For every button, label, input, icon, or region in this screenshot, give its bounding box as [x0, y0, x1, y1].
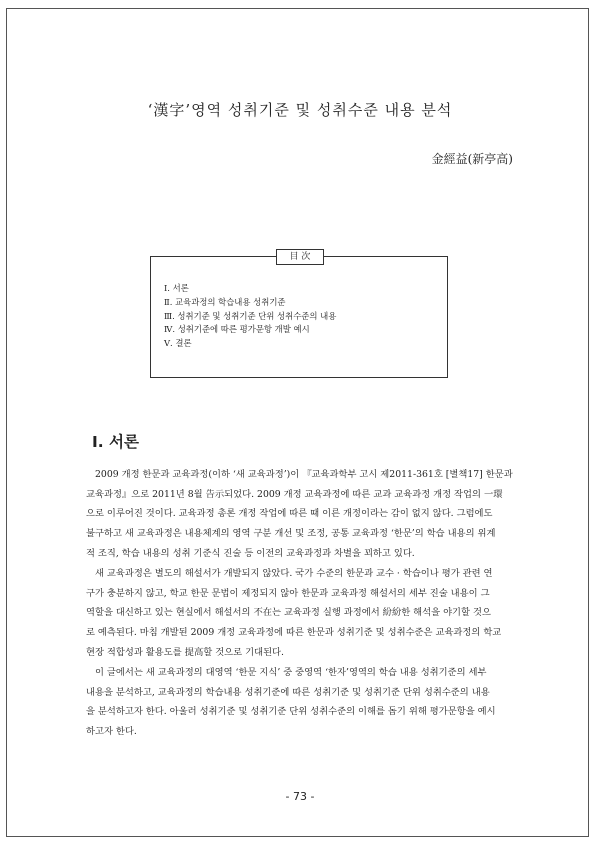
body-paragraph-2 — [86, 564, 516, 663]
paragraph-line: 을 분석하고자 한다. 아울러 성취기준 및 성취기준 단위 성취수준의 이해를 돕기 위해 평가문항을 예시 — [86, 706, 496, 718]
paragraph-line: 새 교육과정은 별도의 해설서가 개발되지 않았다. 국가 수준의 한문과 교수 · 학습이나 평가 관련 연 — [95, 568, 493, 579]
paragraph-line: 역할을 대신하고 있는 현실에서 해설서의 不在는 교육과정 실행 과정에서 紛紛한 해석을 야기할 것으 — [86, 607, 491, 619]
body-paragraph-1 — [86, 465, 516, 564]
body-paragraph-3 — [86, 663, 516, 742]
page-number: - 73 - — [285, 790, 315, 803]
paragraph-line: 이 글에서는 새 교육과정의 대영역 ‘한문 지식’ 중 중영역 ‘한자’영역의 학습 내용 성취기준의 세부 — [95, 667, 487, 678]
toc-item: Ⅰ. 서론 — [164, 283, 189, 293]
toc-item: Ⅴ. 결론 — [164, 338, 192, 349]
paragraph-line: 불구하고 새 교육과정은 내용체계의 영역 구분 개선 및 조정, 공통 교육과정 ‘한문’의 학습 내용의 위계 — [86, 528, 496, 540]
toc-heading: 目 次 — [276, 249, 324, 265]
toc-item: Ⅱ. 교육과정의 학습내용 성취기준 — [164, 296, 286, 307]
table-of-contents — [150, 252, 448, 378]
toc-list — [164, 282, 336, 351]
toc-item: Ⅲ. 성취기준 및 성취기준 단위 성취수준의 내용 — [164, 310, 337, 321]
paper-title: ‘漢字’영역 성취기준 및 성취수준 내용 분석 — [147, 101, 453, 119]
paragraph-line: 구가 충분하지 않고, 학교 한문 문법이 제정되지 않아 한문과 교육과정 해설서의 세부 진술 내용이 그 — [86, 587, 490, 599]
section-heading-introduction: Ⅰ. 서론 — [92, 433, 139, 451]
paragraph-line: 현장 적합성과 활용도를 提高할 것으로 기대된다. — [86, 646, 284, 658]
paragraph-line: 적 조직, 학습 내용의 성취 기준식 진술 등 이전의 교육과정과 차별을 꾀하고 있다. — [86, 547, 415, 559]
paragraph-line: 2009 개정 한문과 교육과정(이하 ‘새 교육과정’)이 『교육과학부 고시 제2011-361호 [별책17] 한문과 — [95, 469, 513, 480]
author-affiliation: 金經益(新亭高) — [431, 152, 513, 166]
paragraph-line: 교육과정』으로 2011년 8월 告示되었다. 2009 개정 교육과정에 따른 교과 교육과정 개정 작업의 一環 — [86, 488, 503, 500]
paragraph-line: 하고자 한다. — [86, 726, 137, 738]
paragraph-line: 으로 이루어진 것이다. 교육과정 총론 개정 작업에 따른 때 이른 개정이라는 감이 없지 않다. 그럼에도 — [86, 508, 493, 520]
paragraph-line: 로 예측된다. 마침 개발된 2009 개정 교육과정에 따른 한문과 성취기준 및 성취수준은 교육과정의 학교 — [86, 627, 502, 639]
toc-item: Ⅳ. 성취기준에 따른 평가문항 개발 예시 — [164, 324, 310, 335]
paragraph-line: 내용을 분석하고, 교육과정의 학습내용 성취기준에 따른 성취기준 및 성취기준 단위 성취수준의 내용 — [86, 686, 490, 698]
